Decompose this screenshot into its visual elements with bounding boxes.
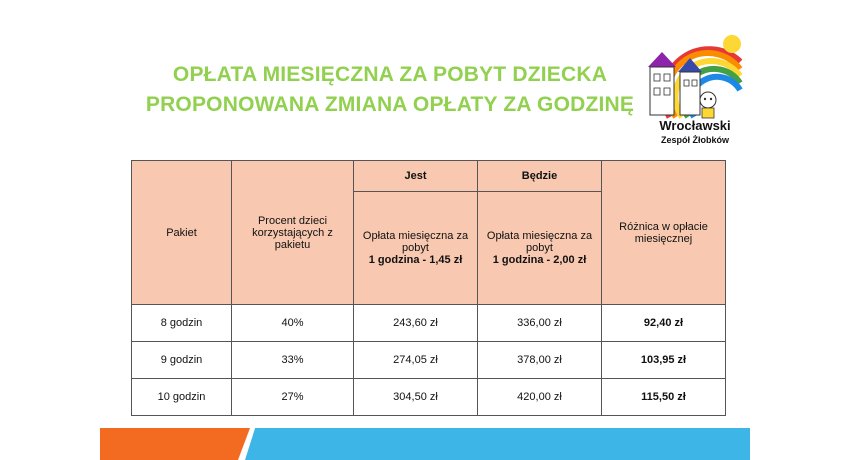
logo-text-line-1: Wrocławski bbox=[659, 118, 731, 133]
header-jest-sub: Opłata miesięczna za pobyt bbox=[362, 230, 469, 254]
header-jest-detail bbox=[354, 192, 478, 305]
cell-jest: 274,05 zł bbox=[354, 342, 478, 379]
header-roznica: Różnica w opłacie miesięcznej bbox=[602, 161, 726, 305]
table-row bbox=[132, 305, 726, 342]
cell-jest: 243,60 zł bbox=[354, 305, 478, 342]
cell-procent: 33% bbox=[232, 342, 354, 379]
title-line-2: PROPONOWANA ZMIANA OPŁATY ZA GODZINĘ bbox=[145, 93, 635, 116]
header-bedzie-sub: Opłata miesięczna za pobyt bbox=[486, 230, 593, 254]
cell-bedzie: 336,00 zł bbox=[478, 305, 602, 342]
cell-pakiet: 8 godzin bbox=[132, 305, 232, 342]
header-bedzie-rate: 1 godzina - 2,00 zł bbox=[492, 254, 587, 266]
cell-pakiet: 9 godzin bbox=[132, 342, 232, 379]
header-jest-rate: 1 godzina - 1,45 zł bbox=[368, 254, 463, 266]
logo bbox=[640, 22, 750, 157]
cell-pakiet: 10 godzin bbox=[132, 379, 232, 416]
cell-roznica: 92,40 zł bbox=[602, 305, 726, 342]
footer-bar-orange bbox=[100, 428, 250, 460]
cell-bedzie: 420,00 zł bbox=[478, 379, 602, 416]
cell-bedzie: 378,00 zł bbox=[478, 342, 602, 379]
header-procent: Procent dzieci korzystających z pakietu bbox=[232, 161, 354, 305]
header-pakiet: Pakiet bbox=[132, 161, 232, 305]
cell-jest: 304,50 zł bbox=[354, 379, 478, 416]
logo-text-line-2: Zespół Żłobków bbox=[660, 135, 730, 145]
cell-procent: 40% bbox=[232, 305, 354, 342]
header-bedzie-detail bbox=[478, 192, 602, 305]
footer-bar-blue bbox=[245, 428, 750, 460]
cell-roznica: 115,50 zł bbox=[602, 379, 726, 416]
title-line-1: OPŁATA MIESIĘCZNA ZA POBYT DZIECKA bbox=[172, 63, 608, 86]
cell-roznica: 103,95 zł bbox=[602, 342, 726, 379]
logo-graphic bbox=[640, 22, 750, 157]
table-row bbox=[132, 379, 726, 416]
table-row bbox=[132, 342, 726, 379]
cell-procent: 27% bbox=[232, 379, 354, 416]
fee-table bbox=[131, 160, 726, 416]
header-jest: Jest bbox=[354, 161, 478, 192]
header-bedzie: Będzie bbox=[478, 161, 602, 192]
